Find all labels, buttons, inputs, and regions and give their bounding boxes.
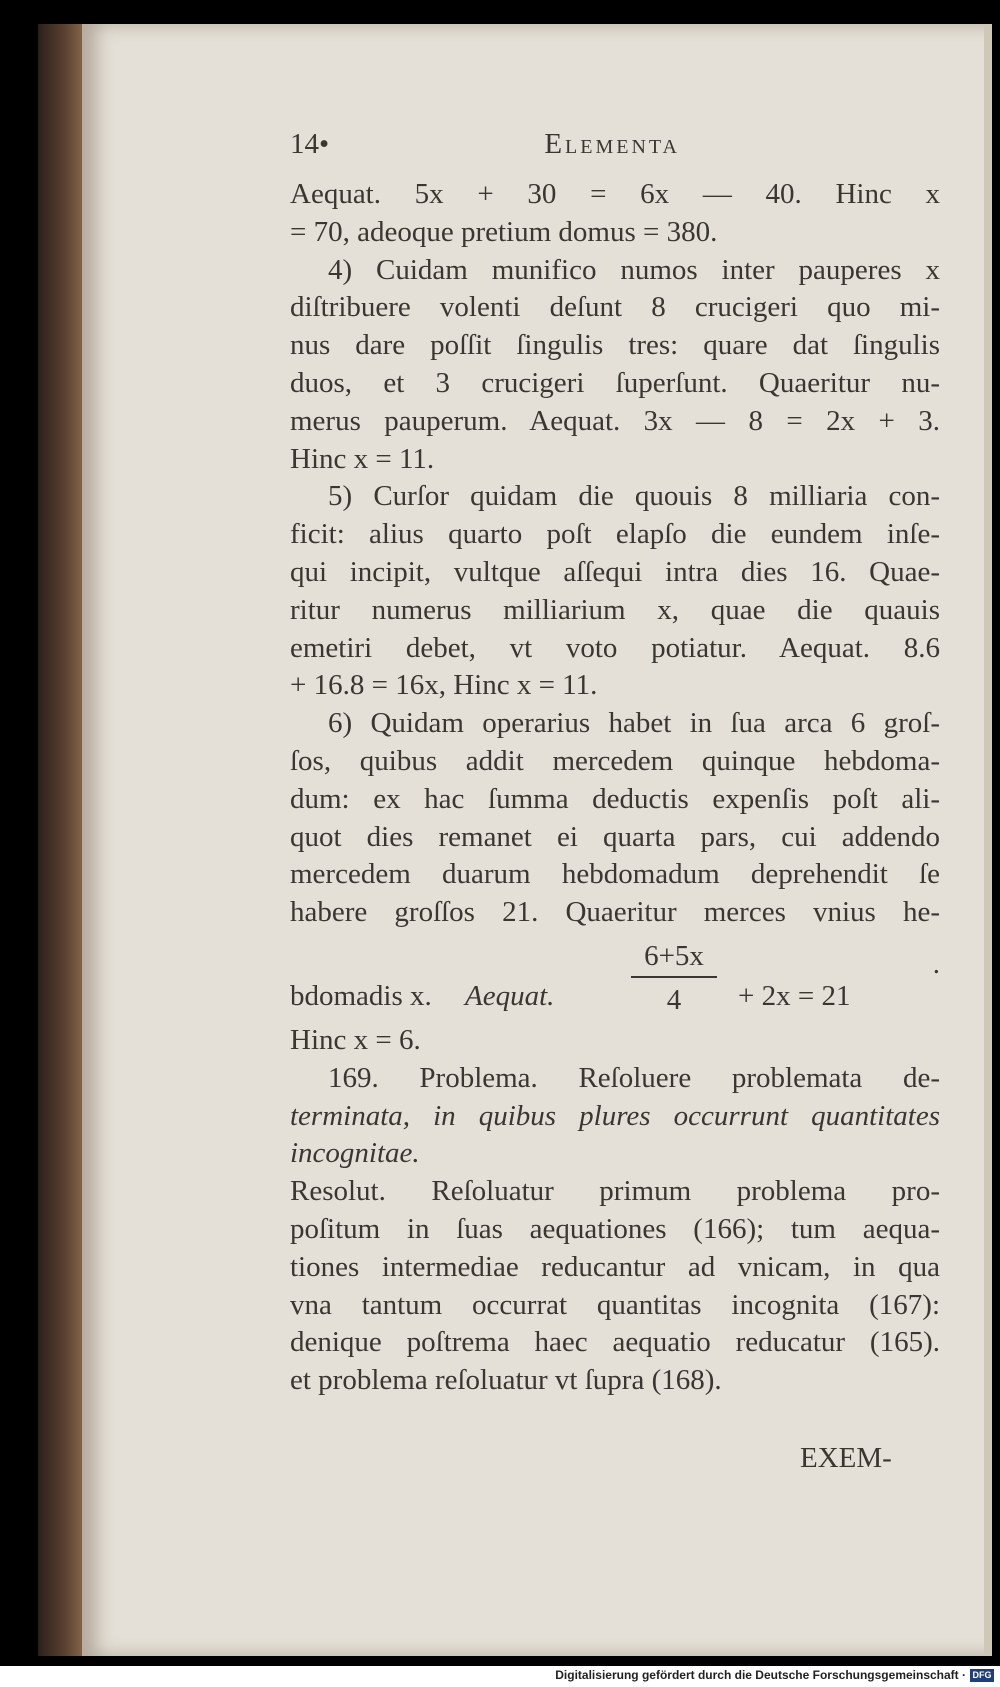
running-header	[290, 128, 680, 161]
page-edge	[984, 24, 992, 1656]
fraction-equation	[290, 932, 940, 1022]
text-line: incognitae.	[290, 1137, 420, 1170]
equation-left: bdomadis x.	[290, 979, 432, 1012]
text-line: = 70, adeoque pretium domus = 380.	[290, 215, 718, 248]
book-spine	[38, 24, 86, 1656]
text-line: quot dies remanet ei quarta pars, cui addendo	[290, 820, 940, 853]
text-line: 4) Cuidam munifico numos inter pauperes x	[328, 253, 940, 286]
text-line: terminata, in quibus plures occurrunt quantitates	[290, 1099, 940, 1132]
text-line: 5) Curſor quidam die quouis 8 milliaria con-	[328, 480, 940, 513]
equation-label: Aequat.	[465, 979, 555, 1012]
text-line: ſos, quibus addit mercedem quinque hebdoma-	[290, 744, 940, 777]
text-line: Hinc x = 11.	[290, 442, 435, 475]
text-line: nus dare poſſit ſingulis tres: quare dat ſingulis	[290, 329, 940, 362]
text-line: denique poſtrema haec aequatio reducatur (165).	[290, 1326, 940, 1359]
text-line: poſitum in ſuas aequationes (166); tum aequa-	[290, 1212, 940, 1245]
text-line: ficit: alius quarto poſt elapſo die eundem inſe-	[290, 518, 940, 551]
text-line: + 16.8 = 16x, Hinc x = 11.	[290, 669, 598, 702]
text-line: et problema reſoluatur vt ſupra (168).	[290, 1364, 722, 1397]
text-line: tiones intermediae reducantur ad vnicam, in qua	[290, 1250, 940, 1283]
fraction	[625, 938, 723, 1020]
catchword: EXEM-	[800, 1442, 892, 1474]
text-line: qui incipit, vultque aſſequi intra dies 16. Quae-	[290, 555, 940, 588]
equation-tail: + 2x = 21	[738, 979, 851, 1012]
text-line: merus pauperum. Aequat. 3x — 8 = 2x + 3.	[290, 404, 940, 437]
equation-dot: .	[932, 947, 940, 980]
fraction-bar	[631, 976, 717, 978]
text-line: 6) Quidam operarius habet in ſua arca 6 groſ-	[328, 707, 940, 740]
fraction-denominator: 4	[666, 983, 682, 1016]
text-line: ritur numerus milliarium x, quae die quauis	[290, 593, 940, 626]
text-line: duos, et 3 crucigeri ſuperſunt. Quaeritur nu-	[290, 366, 940, 399]
text-line: emetiri debet, vt voto potiatur. Aequat. 8.6	[290, 631, 940, 664]
text-line: Hinc x = 6.	[290, 1023, 421, 1056]
text-line: vna tantum occurrat quantitas incognita (167):	[290, 1288, 940, 1321]
footer-bar	[0, 1666, 1000, 1687]
body-text	[290, 176, 940, 1400]
text-line: dum: ex hac ſumma deductis expenſis poſt ali-	[290, 782, 940, 815]
fraction-numerator: 6+5x	[644, 939, 704, 972]
text-line: Aequat. 5x + 30 = 6x — 40. Hinc x	[290, 178, 940, 210]
text-line: diſtribuere volenti deſunt 8 crucigeri quo mi-	[290, 291, 940, 324]
text-line: mercedem duarum hebdomadum deprehendit ſe	[290, 858, 940, 891]
problem-heading: 169. Problema. Reſoluere problemata de-	[328, 1061, 940, 1094]
resolution-heading: Resolut. Reſoluatur primum problema pro-	[290, 1175, 940, 1208]
dfg-logo: DFG	[970, 1669, 994, 1682]
text-line: habere groſſos 21. Quaeritur merces vnius he-	[290, 896, 940, 929]
footer-credit: Digitalisierung gefördert durch die Deutsche Forschungsgemeinschaft ·	[555, 1668, 966, 1682]
page-number: 14•	[290, 128, 330, 160]
running-title: Elementa	[544, 128, 680, 160]
